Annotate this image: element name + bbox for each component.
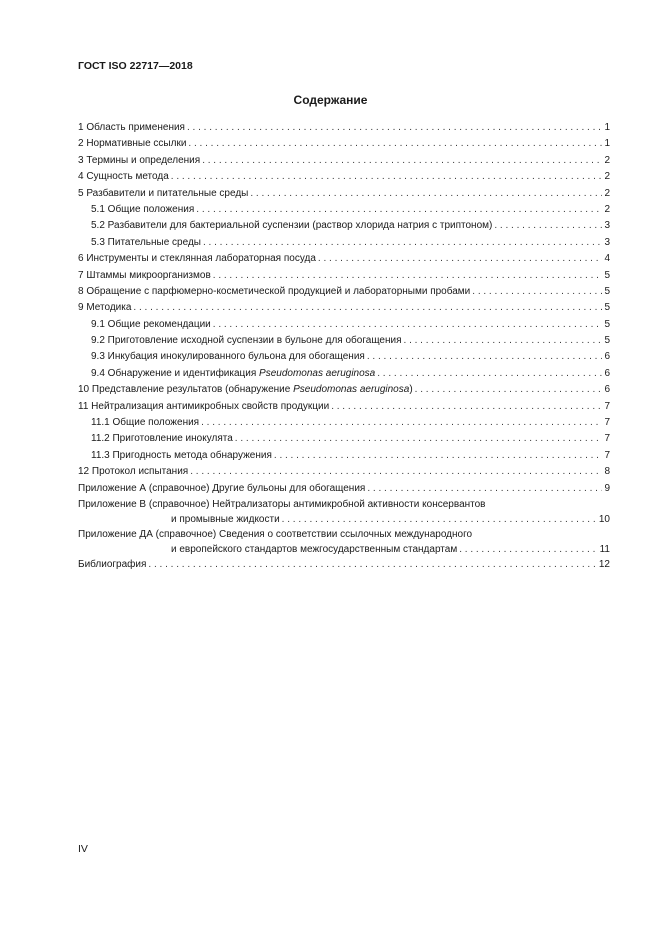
toc-label: 11 Нейтрализация антимикробных свойств продукции bbox=[78, 400, 330, 412]
toc-page: 5 bbox=[604, 318, 610, 330]
toc-label: 11.3 Пригодность метода обнаружения bbox=[91, 449, 272, 461]
dot-leader bbox=[250, 186, 602, 202]
toc-label: 5.3 Питательные среды bbox=[91, 236, 201, 248]
toc-entry-10[interactable] bbox=[78, 382, 610, 398]
toc-page: 7 bbox=[604, 417, 610, 429]
toc-page: 9 bbox=[604, 482, 610, 494]
dot-leader bbox=[415, 382, 603, 398]
dot-leader bbox=[213, 317, 603, 333]
toc-page: 6 bbox=[604, 367, 610, 379]
toc-page: 7 bbox=[604, 433, 610, 445]
dot-leader bbox=[472, 284, 602, 300]
toc-entry-11[interactable] bbox=[78, 399, 610, 415]
toc-entry-6[interactable] bbox=[78, 251, 610, 267]
toc-label: 5 Разбавители и питательные среды bbox=[78, 187, 249, 199]
dot-leader bbox=[377, 366, 602, 382]
toc-page: 2 bbox=[604, 171, 610, 183]
dot-leader bbox=[282, 512, 597, 527]
toc-label: 7 Штаммы микроорганизмов bbox=[78, 269, 211, 281]
toc-label: 9.3 Инкубация инокулированного бульона для обогащения bbox=[91, 351, 365, 363]
toc-page: 1 bbox=[604, 138, 610, 150]
dot-leader bbox=[274, 448, 603, 464]
toc-page: 5 bbox=[604, 302, 610, 314]
toc-entry-2[interactable] bbox=[78, 136, 610, 152]
toc-entry-8[interactable] bbox=[78, 284, 610, 300]
toc-label: 5.1 Общие положения bbox=[91, 203, 195, 215]
toc-entry-appendix-a[interactable] bbox=[78, 481, 610, 497]
dot-leader bbox=[133, 300, 602, 316]
toc-entry-11-1[interactable] bbox=[78, 415, 610, 431]
species-name: Pseudomonas aeruginosa bbox=[259, 367, 376, 379]
toc-label: 4 Сущность метода bbox=[78, 171, 169, 183]
dot-leader bbox=[494, 218, 602, 234]
toc-entry-7[interactable] bbox=[78, 268, 610, 284]
dot-leader bbox=[201, 415, 602, 431]
toc-label-line2: и европейского стандартов межгосударственным стандартам bbox=[171, 543, 458, 555]
dot-leader bbox=[202, 153, 602, 169]
toc-entry-appendix-b[interactable] bbox=[78, 497, 610, 527]
dot-leader bbox=[235, 431, 603, 447]
toc-entry-9-3[interactable] bbox=[78, 349, 610, 365]
toc-label: 6 Инструменты и стеклянная лабораторная посуда bbox=[78, 253, 316, 265]
toc-page: 5 bbox=[604, 335, 610, 347]
toc-label-line1: Приложение ДА (справочное) Сведения о соответствии ссылочных международного bbox=[78, 528, 473, 540]
toc-entry-5-1[interactable] bbox=[78, 202, 610, 218]
toc-entry-3[interactable] bbox=[78, 153, 610, 169]
toc-label-text: 9.4 Обнаружение и идентификация bbox=[91, 367, 260, 379]
toc-entry-4[interactable] bbox=[78, 169, 610, 185]
toc-page: 7 bbox=[604, 400, 610, 412]
page-title: Содержание bbox=[293, 93, 368, 107]
toc-entry-5[interactable] bbox=[78, 186, 610, 202]
dot-leader bbox=[187, 120, 602, 136]
toc-label-text: 10 Представление результатов (обнаружение bbox=[78, 384, 294, 396]
toc-label-line1: Приложение В (справочное) Нейтрализаторы антимикробной активности консервантов bbox=[78, 498, 486, 510]
toc-page: 5 bbox=[604, 285, 610, 297]
document-header: ГОСТ ISO 22717—2018 bbox=[78, 60, 193, 72]
toc-label: Приложение А (справочное) Другие бульоны для обогащения bbox=[78, 482, 366, 494]
toc-entry-12[interactable] bbox=[78, 464, 610, 480]
toc-label: 3 Термины и определения bbox=[78, 154, 201, 166]
toc-page: 6 bbox=[604, 351, 610, 363]
dot-leader bbox=[188, 136, 602, 152]
toc-label: 12 Протокол испытания bbox=[78, 466, 189, 478]
toc-entry-5-2[interactable] bbox=[78, 218, 610, 234]
toc-entry-5-3[interactable] bbox=[78, 235, 610, 251]
toc-label: 9.2 Приготовление исходной суспензии в бульоне для обогащения bbox=[91, 335, 402, 347]
toc-page: 3 bbox=[604, 236, 610, 248]
toc-page: 2 bbox=[604, 187, 610, 199]
page-number: IV bbox=[78, 843, 88, 855]
toc-label: 5.2 Разбавители для бактериальной суспензии (раствор хлорида натрия с триптоном) bbox=[91, 220, 493, 232]
dot-leader bbox=[367, 481, 602, 497]
toc-entry-9-1[interactable] bbox=[78, 317, 610, 333]
toc-page: 8 bbox=[604, 466, 610, 478]
toc-label: Библиография bbox=[78, 558, 147, 570]
toc-entry-11-2[interactable] bbox=[78, 431, 610, 447]
toc-entry-9-4[interactable] bbox=[78, 366, 610, 382]
dot-leader bbox=[203, 235, 602, 251]
toc-page: 2 bbox=[604, 154, 610, 166]
toc-page: 11 bbox=[599, 543, 610, 555]
toc-label: 9 Методика bbox=[78, 302, 132, 314]
toc-page: 1 bbox=[604, 122, 610, 133]
dot-leader bbox=[459, 542, 597, 557]
toc-label: 9.1 Общие рекомендации bbox=[91, 318, 211, 330]
dot-leader bbox=[196, 202, 602, 218]
dot-leader bbox=[213, 268, 603, 284]
toc-entry-1[interactable] bbox=[78, 120, 610, 136]
toc-label: 11.1 Общие положения bbox=[91, 417, 200, 429]
toc-page: 10 bbox=[598, 513, 610, 525]
toc-label-line2: и промывные жидкости bbox=[171, 513, 280, 525]
toc-entry-11-3[interactable] bbox=[78, 448, 610, 464]
toc-page: 5 bbox=[604, 269, 610, 281]
toc-page: 2 bbox=[604, 203, 610, 215]
toc-entry-9[interactable] bbox=[78, 300, 610, 316]
toc-page: 12 bbox=[598, 558, 610, 570]
dot-leader bbox=[171, 169, 603, 185]
table-of-contents bbox=[78, 120, 610, 573]
toc-label bbox=[91, 366, 375, 382]
toc-page: 4 bbox=[604, 253, 610, 265]
dot-leader bbox=[404, 333, 603, 349]
dot-leader bbox=[318, 251, 603, 267]
dot-leader bbox=[190, 464, 602, 480]
toc-label bbox=[78, 382, 413, 398]
dot-leader bbox=[367, 349, 603, 365]
toc-entry-appendix-da[interactable] bbox=[78, 527, 610, 557]
toc-page: 3 bbox=[604, 220, 610, 232]
toc-page: 7 bbox=[604, 449, 610, 461]
species-name: Pseudomonas aeruginosa bbox=[293, 384, 410, 396]
toc-label: 1 Область применения bbox=[78, 122, 185, 133]
toc-label-suffix: ) bbox=[409, 384, 413, 396]
toc-label: 2 Нормативные ссылки bbox=[78, 138, 187, 150]
toc-label: 8 Обращение с парфюмерно-косметической продукцией и лабораторными пробами bbox=[78, 285, 471, 297]
toc-label: 11.2 Приготовление инокулята bbox=[91, 433, 233, 445]
dot-leader bbox=[331, 399, 602, 415]
dot-leader bbox=[148, 557, 596, 573]
toc-page: 6 bbox=[604, 384, 610, 396]
toc-entry-bibliography[interactable] bbox=[78, 557, 610, 573]
toc-entry-9-2[interactable] bbox=[78, 333, 610, 349]
